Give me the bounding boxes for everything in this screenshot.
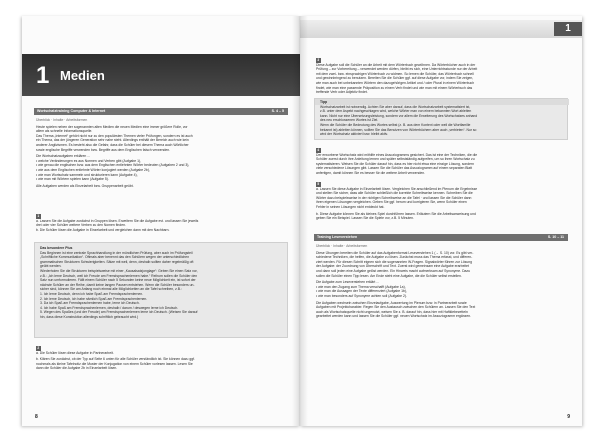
left-intro [36,118,286,188]
intro-line: allem als schnelle Informationsquelle. [36,129,93,134]
goal-item: • wie aus dem Englischen entlehnte Wörter konjugiert werden (Aufgabe 2b), [36,167,150,172]
plus-line: 5. Wegen des Spaßes (und der Freude) am Fremdsprachenlernen lerne ich Deutsch. (Weisen Sie darauf [40,310,198,315]
lese-line: ziert werden. Für diesen Schritt eignen sich die sogenannten W-Fragen. Signalwörter führen zur Lösung [316,259,472,264]
goal-item: • wie genau die englischen bzw. aus dem Englischen entlehnten Wörter bedeuten (Aufgaben 2 und 3), [36,163,190,168]
step2-line: dann die Schüler die Aufgabe 2b in Einzelarbeit lösen. [36,366,118,371]
intro-line: sowie englische Begriffe verwenden bzw. Begriffe aus dem Englischen falsch verwenden. [36,147,171,152]
lese-goal-item: • wie man die Aussagen der Texte differenziert (Aufgabe 1b), [316,289,407,294]
plus-line: 4. Ich habe Spaß am Fremdsprachenlernen, deshalb / darum / deswegen lerne ich Deutsch. [40,305,179,310]
lese-outro-line: gearbeitet werden kann und lassen Sie die Schüler ggf. neuen Wortschatz im Assoziogramm ergänzen. [316,314,472,319]
right-step-5 [316,182,568,221]
step1-line: a. Lassen Sie die Aufgabe zunächst in Gruppen lösen. Erweitern Sie die Aufgabe evt. und lassen Sie jeweils [36,218,199,223]
right-step-4 [316,148,568,176]
step3-line: findet, wie man eine passende Präposition zu einem Verb findet und wie man mit einem Wörterbuch das [316,85,473,90]
intro-line: anderer Anglizismen. Es besteht also die Gefahr, dass die Schüler bei diesem Thema auch Wörtlicher [36,142,189,147]
lese-line: sollen die Schüler einen Tipp lesen. Am Ende steht eine Aufgabe, die die Schüler selbst erstellen. [316,273,462,278]
plus-line: „Schriftliche Kommunikation“. Oftmals aber benennt das den Schülern wegen der unterschiedlichen [40,255,190,260]
tip-line: Wenn die Schüler die Bedeutung des Wortes selbst (z. B. aus dem Kontext oder weil die Wortfamilie [320,122,471,127]
step5-line: Wörter dazu beispielsweise in der richtigen Schreibweise an die Tafel · und lassen Sie die Schüler dann [316,195,472,200]
plus-line: sicher sind, können Sie am Anfang noch einmal alle Möglichkeiten an die Tafel schreiben, z.B.: [40,287,182,292]
section-bar-label: Training Leseverstehen [317,235,358,239]
section-bar-wortschatz [34,108,288,115]
step2-line: nochmals als kleine Tafelnotiz die Muster der Konjugation von einem Schüler vorlesen lassen. Lesen Sie [36,361,193,366]
step5-line: geben Sie ein Beispiel. Lassen Sie die Spiele vor, z.B. 5 Minuten. [316,216,415,221]
step4-line: Der erworbene Wortschatz wird mithilfe eines Assoziogramms gesichert. Das ist eine der Techniken, die die [316,152,478,157]
plus-line: 2. Ich lerne Deutsch, ich habe nämlich Spaß am Fremdsprachenlernen. [40,296,148,301]
tip-title: Tipp [320,100,328,104]
section-bar-leseverstehen [314,234,568,241]
step2-line: a. Die Schüler lösen diese Aufgabe in Partnerarbeit. [36,350,114,355]
lese-outro-line: Aufgaben mit Projektcharakter. Regen Sie den Austausch zwischen den Schülern an. Lassen Sie den Text [316,305,476,310]
lese-goal-item: • wie man besonders auf Synonyme achten soll (Aufgabe 2). [316,293,407,298]
page-number-right: 9 [567,414,570,420]
plus-line: grammatischen Strukturen Schwierigkeiten. Sätze mit weil, denn, deshalb sollten daher regelmäßig oft [40,259,194,264]
step-number-badge: 4 [317,148,320,152]
lese-line: und dann soll jeden eine Aufgabe gelöst werden. Ein Hinweis macht aufmerksam auf Synonyme. Dazu [316,268,470,273]
goals-intro: Die Wortschatzaufgaben erklären ... [36,154,91,159]
step3-line: Prüfung – zur Vorbereitung – verwendet werden dürfen, bleibt es sich, eine Unterrichtsstunde nur der Arbeit [316,67,478,72]
tip-line: wird der Wortschatz aktiviert bzw. bleibt aktiv. [320,132,388,137]
plus-line: Das Beginnen ist eine zentrale Sprachhandlung in der mündlichen Prüfung, aber auch im Prüfungsteil [40,250,193,255]
lese-line: schiedene Techniken, die helfen, die Aufgabe zu lösen. Zunächst muss das Thema erfasst, und differen- [316,255,473,260]
goal-item: • wie man mit Wörtern spielen kann (Aufgabe 5). [36,177,109,182]
tip-line: kann. Nicht nur eine Übersetzungsleistung, sondern vor allem die Erweiterung des Wortschatzes anhand [320,113,478,118]
goals-outro: Alle Aufgaben werden als Einzelarbeit bzw. Gruppenarbeit geübt. [36,183,134,188]
step5-line: ihren eigenen Lösungen vergleichen. Geben Sie ggf. herum und korrigieren Sie, wenn Schüler einen [316,200,467,205]
step2-line: b. Klären Sie zunächst, ob der Typ auf Seite 6 unten für alle Schüler verständlich ist. Sie können dazu ggf. [36,357,196,362]
lese-goal-item: • wie man den Zugang zum Thema verschafft (Aufgabe 1a), [316,284,406,289]
lese-line: der Aufgabe: der Zuordnung von Überschrift und Text. Zuerst wird gemeinsam eine Aufgabe erarbeitet [316,264,469,269]
plus-line: z.B.: „Ich lerne Deutsch, weil ich Freude am Fremdsprachenlernen habe.“ Reihum sollen die Schüler den [40,273,198,278]
lese-outro-line: Die Aufgaben wechseln zwischen Einzelaufgabe, Auswertung im Plenum bzw. in Partnerarbeit sowie [316,300,467,305]
chapter-number: 1 [36,62,50,89]
tip-line: bekannt ist) ableiten können, sollten Sie das Benutzen von Wörterbüchern aber auch „verbieten“. Nur so [320,127,477,132]
right-page [300,16,582,426]
chapter-tab-number: 1 [554,22,582,36]
step3-line: treffende Verb oder Adjektiv findet. [316,90,368,95]
tip-box [314,98,568,140]
section-bar-pages: S. 4 – 5 [271,109,284,113]
overview-line: Überblick · Inhalte · Arbeitsformen [36,118,88,122]
step4-line: systematisieren. Weisen Sie die Schüler darauf hin, dass es hier nicht etwa eine einzige Lösung, sondern [316,161,475,166]
section-bar-pages: S. 10 – 11 [547,235,564,239]
lese-goals-intro: Die Aufgabe zum Leseverstehen erklärt ... [316,280,380,285]
right-lese-section [316,244,568,319]
plus-title: Das besondere Plus [40,246,73,250]
step3-line: wie man auch bei unbekannten Wörtern den dazugehörigen Artikel und / oder Plural in einem Wörterbuch [316,80,475,85]
step-number-badge: 5 [317,182,320,186]
plus-box [34,242,288,338]
intro-line: ein Thema, das der jüngeren Generation sehr nahe steht. Allerdings enthält der Bereich auch wie kein [36,138,189,143]
goal-item: • wie man Wortschatz sammeln und strukturieren kann (Aufgabe 4), [36,172,138,177]
intro-line: Das Thema „Internet“ gehört nicht nur zu den populärsten Themen vieler Prüfungen, sondern es ist auch [36,133,193,138]
intro-line: Heute spielen neben der sogenannten alten Medien die neuen Medien eine immer größere Rolle, vor [36,124,188,129]
step3-line: Diese Aufgabe soll die Schüler an die Arbeit mit dem Wörterbuch gewöhnen. Da Wörterbücher auch in der [316,62,476,67]
step4-line: Schüler zuerst durch ihre Anleitung lernen und später selbstständig aufgreifen, um so ihren Wortschatz zu [316,157,475,162]
goal-item: • welche Veränderungen es aus Normen und Verben gibt (Aufgabe 1), [36,158,142,163]
overview-line: Überblick · Inhalte · Arbeitsformen [316,244,368,248]
step5-line: b. Diese Aufgabe können Sie als kleines Spiel durchführen lassen. Erläutern Sie die Arbeitsanweisung und [316,211,476,216]
plus-line: Wiederholen Sie die Strukturen beispielsweise mit einer „Kausalsatzjonglage“: Geben Sie einen Satz vor, [40,268,198,273]
book-gutter-shadow [292,16,308,426]
tip-line: des neu erschlossenen Wortes ist Ziel. [320,118,379,123]
tip-line: z.B. unter dem Aspekt nachgeschlagen wird, welche Wörter man von einem bekannten Wort ableiten [320,109,472,114]
plus-line: hin, dass diese Konstruktion allerdings schriftlich gebraucht wird.) [40,314,139,319]
step5-line: Fehler in seinen Lösungen nicht entdeckt hat. [316,204,385,209]
lese-line: Diese Übungen bereiten die Schüler auf das Aufgabenformat Leseverstehen 1 (→ S. 10) vor. Es gibt ver- [316,250,474,255]
step-number-badge: 1 [37,214,40,218]
page-number-left: 8 [35,414,38,420]
lese-outro-line: auch als Wortschatzquelle nicht ungenutzt, weisen Sie z. B. darauf hin, dass hier mit Haftklebezetteln [316,309,468,314]
step5-line: und stellen Sie sicher, dass alle Schüler schließlich die korrekte Schreibweise kennen. Schreiben Sie die [316,191,473,196]
step-number-badge: 2 [37,346,40,350]
left-step-2 [36,346,286,371]
plus-line: 3. Da ich Spaß am Fremdsprachenlernen habe, lerne ich Deutsch. [40,301,140,306]
left-page [22,16,300,426]
chapter-header-band [22,54,300,96]
chapter-tab-band [300,20,582,38]
step1-line: b. Die Schüler lösen die Aufgabe in Einzelarbeit und vergleichen dann mit den Nachbarn. [36,227,170,232]
step-number-badge: 3 [317,58,320,62]
tip-line: Wortschatzarbeit ist notwendig. Achten Sie aber darauf, dass die Wortschatzarbeit systematisiert ist, [320,104,471,109]
chapter-title: Medien [60,68,105,83]
plus-line: geübt werden. [40,264,62,269]
plus-line: Satz nun umformulieren. Fällt einem Schüler nach 5 Sekunden keine neue Möglichkeit ein, ist sofort der [40,278,196,283]
step5-line: a. Lassen Sie diese Aufgabe in Einzelarbeit lösen. Vergleichen Sie anschließend im Plenum die Ergebnisse [316,186,478,191]
plus-line: nächste Schüler an der Reihe, damit keine langen Pausen entstehen. Wenn die Schüler besonders un- [40,282,195,287]
step4-line: viele verschiedene Lösungen gibt. Lassen Sie die Schüler das Assoziogramm auf einem separaten Blatt [316,166,473,171]
plus-line: 1. Ich lerne Deutsch, denn ich habe Spaß am Fremdsprachenlernen. [40,291,144,296]
step3-line: mit dem zwei- bzw. einsprachigen Wörterbuch zu widmen. So lernen die Schüler, das Wörterbuch schnell [316,71,474,76]
right-step-3 [316,58,568,95]
step3-line: und gewinnbringend zu benutzen. Bereiten Sie die Schüler ggf. auf diese Aufgabe vor, indem Sie zeigen, [316,76,474,81]
step4-line: anfertigen, damit können Sie es besser für die weitere Arbeit verwenden. [316,170,426,175]
section-bar-label: Wortschatztraining Computer & Internet [37,109,106,113]
left-step-1 [36,214,286,232]
step1-line: drei oder vier Schüler weitere Verben zu den Nomen finden. [36,223,126,228]
